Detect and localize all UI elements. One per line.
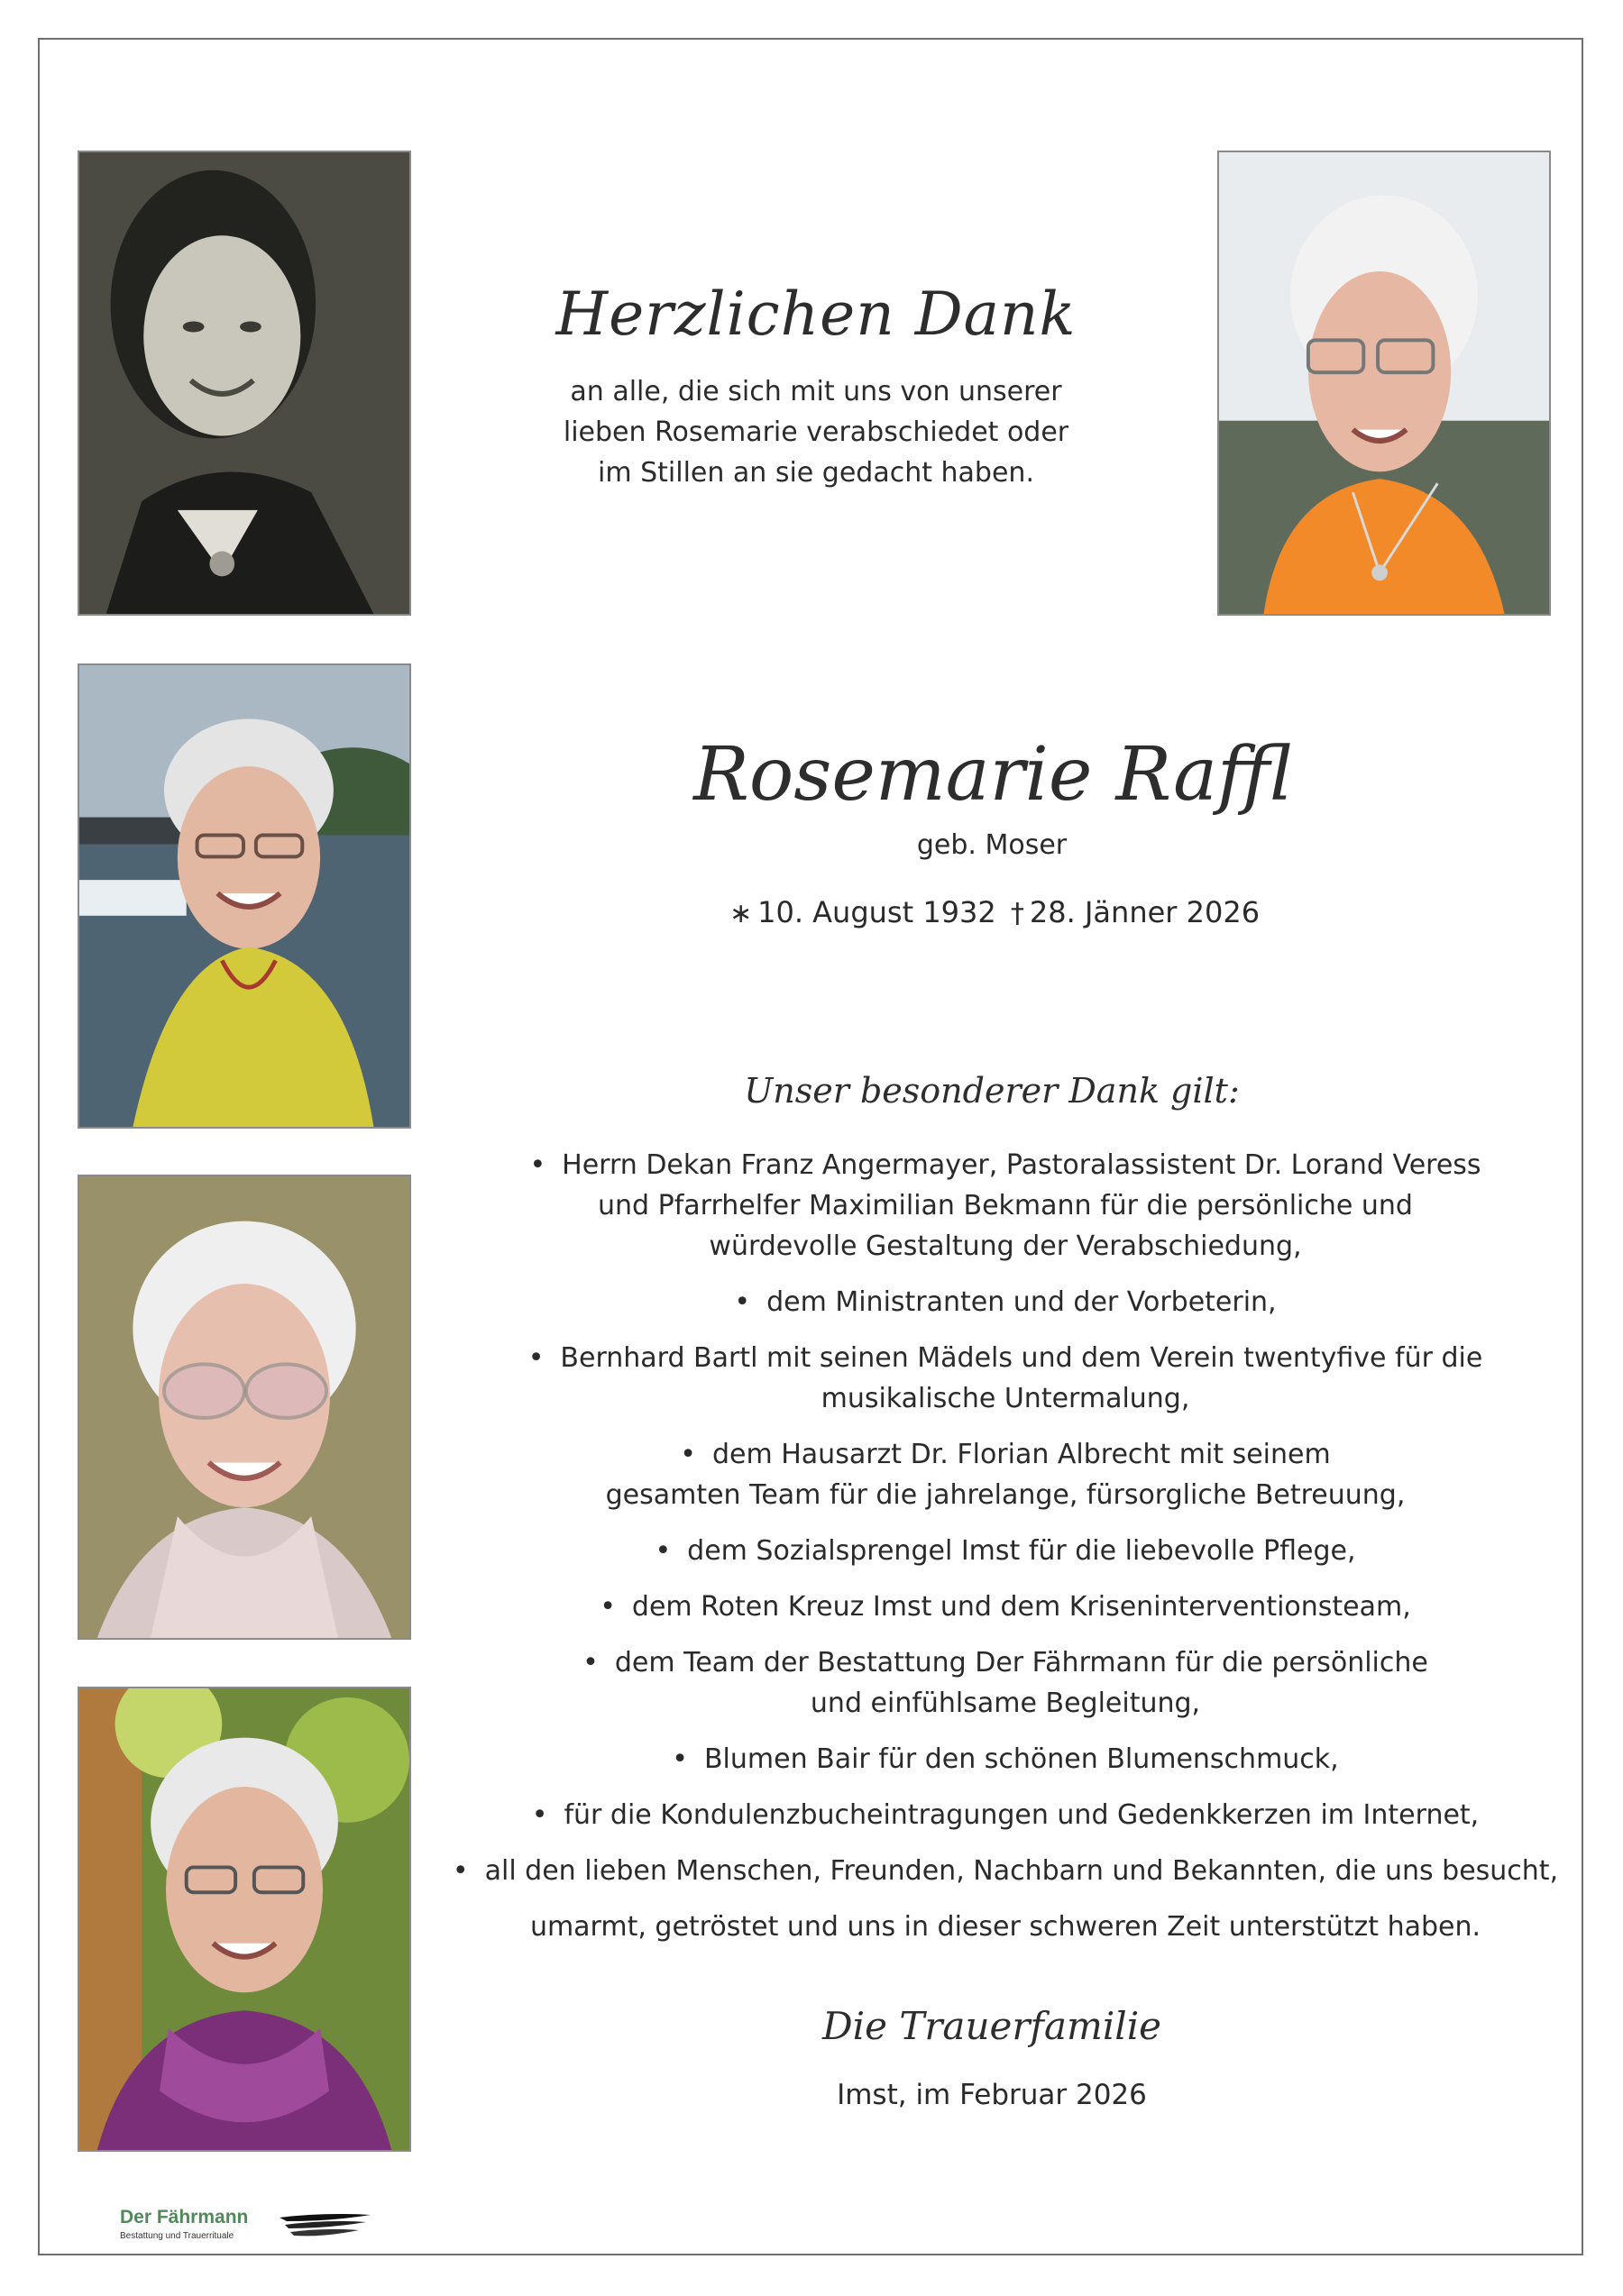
intro-line: lieben Rosemarie verabschiedet oder bbox=[563, 416, 1069, 448]
thanks-item-line bbox=[442, 1226, 1569, 1267]
intro-text bbox=[442, 371, 1190, 493]
thanks-item-line bbox=[442, 1282, 1569, 1322]
bullet-icon: • bbox=[672, 1743, 688, 1775]
portrait-photo-scarf bbox=[78, 1175, 411, 1640]
thanks-item bbox=[442, 1587, 1569, 1627]
thanks-item bbox=[442, 1642, 1569, 1724]
thanks-item-line bbox=[442, 1434, 1569, 1475]
signature: Die Trauerfamilie bbox=[822, 2004, 1161, 2048]
boat-icon bbox=[278, 2210, 372, 2241]
thanks-item-line bbox=[442, 1185, 1569, 1226]
portrait-photo-young bbox=[78, 151, 411, 616]
intro-line: im Stillen an sie gedacht haben. bbox=[598, 457, 1034, 489]
intro-line: an alle, die sich mit uns von unserer bbox=[570, 376, 1062, 407]
thanks-item-line bbox=[442, 1683, 1569, 1724]
thanks-item-line bbox=[442, 1475, 1569, 1515]
thanks-item-line bbox=[442, 1378, 1569, 1419]
thanks-item-line bbox=[442, 1338, 1569, 1378]
logo-subtitle: Bestattung und Trauerrituale bbox=[120, 2231, 234, 2241]
thanks-item bbox=[442, 1531, 1569, 1571]
bullet-icon: • bbox=[529, 1149, 546, 1181]
thanks-item-line bbox=[442, 1795, 1569, 1835]
thanks-item bbox=[442, 1434, 1569, 1515]
thanks-item-text: all den lieben Menschen, Freunden, Nachbarn und Bekannten, die uns besucht, bbox=[484, 1855, 1559, 1887]
thanks-heading-title: Herzlichen Dank bbox=[555, 279, 1077, 349]
thanks-item-line bbox=[442, 1907, 1569, 1947]
thanks-item bbox=[442, 1851, 1569, 1891]
bullet-icon: • bbox=[531, 1799, 548, 1831]
thanks-item bbox=[442, 1145, 1569, 1267]
thanks-item-text: musikalische Untermalung, bbox=[821, 1383, 1190, 1414]
portrait-photo-garden bbox=[78, 1687, 411, 2152]
bullet-icon: • bbox=[527, 1342, 545, 1374]
thanks-item-text: würdevolle Gestaltung der Verabschiedung, bbox=[709, 1230, 1302, 1262]
bullet-icon: • bbox=[655, 1535, 672, 1567]
place-date: Imst, im Februar 2026 bbox=[837, 2079, 1147, 2111]
thanks-item-text: gesamten Team für die jahrelange, fürsorgliche Betreuung, bbox=[605, 1479, 1406, 1511]
bullet-icon: • bbox=[680, 1439, 696, 1470]
special-thanks-heading: Unser besonderer Dank gilt: bbox=[744, 1071, 1240, 1111]
thanks-item-text: dem Roten Kreuz Imst und dem Kriseninterventionsteam, bbox=[631, 1591, 1411, 1623]
birth-star-icon: ∗ bbox=[729, 898, 753, 929]
bullet-icon: • bbox=[582, 1647, 599, 1679]
birth-name: geb. Moser bbox=[916, 829, 1068, 861]
death-date: 28. Jänner 2026 bbox=[1029, 895, 1261, 929]
thanks-item-text: umarmt, getröstet und uns in dieser schweren Zeit unterstützt haben. bbox=[529, 1911, 1481, 1943]
thanks-item-text: und einfühlsame Begleitung, bbox=[810, 1688, 1201, 1719]
thanks-item-text: und Pfarrhelfer Maximilian Bekmann für die persönliche und bbox=[598, 1190, 1413, 1221]
bullet-icon: • bbox=[452, 1855, 469, 1887]
thanks-item-line bbox=[442, 1145, 1569, 1185]
thanks-item-line bbox=[442, 1587, 1569, 1627]
portrait-photo-lake bbox=[78, 663, 411, 1129]
thanks-item-text: dem Hausarzt Dr. Florian Albrecht mit seinem bbox=[711, 1439, 1331, 1470]
thanks-item-line bbox=[442, 1739, 1569, 1779]
bullet-icon: • bbox=[600, 1591, 616, 1623]
thanks-item bbox=[442, 1739, 1569, 1779]
thanks-item-text: für die Kondulenzbucheintragungen und Gedenkkerzen im Internet, bbox=[564, 1799, 1480, 1831]
thanks-item bbox=[442, 1338, 1569, 1419]
thanks-list bbox=[442, 1145, 1569, 1962]
portrait-photo-orange bbox=[1217, 151, 1551, 616]
thanks-item bbox=[442, 1282, 1569, 1322]
death-cross-icon: † bbox=[1010, 898, 1024, 929]
thanks-item-line bbox=[442, 1642, 1569, 1683]
thanks-item-text: Blumen Bair für den schönen Blumenschmuck, bbox=[703, 1743, 1339, 1775]
life-dates bbox=[622, 895, 1362, 929]
thanks-item-text: Bernhard Bartl mit seinen Mädels und dem Verein twentyfive für die bbox=[560, 1342, 1483, 1374]
thanks-item-text: dem Ministranten und der Vorbeterin, bbox=[766, 1286, 1277, 1318]
thanks-item-text: dem Sozialsprengel Imst für die liebevolle Pflege, bbox=[687, 1535, 1356, 1567]
funeral-home-logo bbox=[120, 2207, 390, 2247]
thanks-item-text: dem Team der Bestattung Der Fährmann für die persönliche bbox=[614, 1647, 1428, 1679]
thanks-item-text: Herrn Dekan Franz Angermayer, Pastoralassistent Dr. Lorand Veress bbox=[562, 1149, 1481, 1181]
thanks-item bbox=[442, 1907, 1569, 1947]
thanks-item-line bbox=[442, 1531, 1569, 1571]
bullet-icon: • bbox=[734, 1286, 751, 1318]
birth-date: 10. August 1932 bbox=[757, 895, 996, 929]
thanks-item-line bbox=[442, 1851, 1569, 1891]
logo-name: Der Fährmann bbox=[120, 2207, 249, 2227]
deceased-name: Rosemarie Raffl bbox=[693, 732, 1290, 818]
thanks-item bbox=[442, 1795, 1569, 1835]
